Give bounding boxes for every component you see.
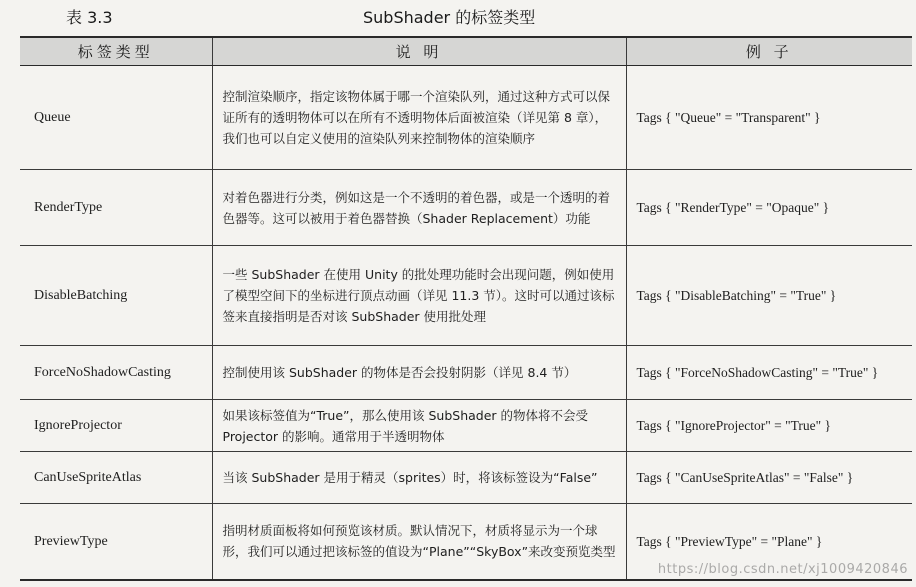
tag-example: Tags { "ForceNoShadowCasting" = "True" } — [626, 346, 912, 400]
tag-name: ForceNoShadowCasting — [20, 346, 212, 400]
table-row — [20, 346, 912, 400]
tag-example: Tags { "IgnoreProjector" = "True" } — [626, 400, 912, 452]
tag-description: 当该 SubShader 是用于精灵（sprites）时，将该标签设为“False” — [212, 452, 626, 504]
table-caption — [0, 6, 916, 30]
table-header-row — [20, 37, 912, 66]
tag-name: CanUseSpriteAtlas — [20, 452, 212, 504]
tag-description: 一些 SubShader 在使用 Unity 的批处理功能时会出现问题，例如使用了模型空间下的坐标进行顶点动画（详见 11.3 节）。这时可以通过该标签来直接指明是否对该 SubShader 使用批处理 — [212, 246, 626, 346]
table-title: SubShader 的标签类型 — [363, 8, 536, 27]
tag-description: 如果该标签值为“True”，那么使用该 SubShader 的物体将不会受 Projector 的影响。通常用于半透明物体 — [212, 400, 626, 452]
tag-name: IgnoreProjector — [20, 400, 212, 452]
tag-description: 控制渲染顺序，指定该物体属于哪一个渲染队列，通过这种方式可以保证所有的透明物体可以在所有不透明物体后面被渲染（详见第 8 章），我们也可以自定义使用的渲染队列来控制物体的渲染顺序 — [212, 66, 626, 170]
table-row — [20, 246, 912, 346]
tag-description: 控制使用该 SubShader 的物体是否会投射阴影（详见 8.4 节） — [212, 346, 626, 400]
tag-description: 指明材质面板将如何预览该材质。默认情况下，材质将显示为一个球形，我们可以通过把该标签的值设为“Plane”“SkyBox”来改变预览类型 — [212, 504, 626, 580]
subshader-tags-table — [20, 36, 912, 581]
tag-example: Tags { "Queue" = "Transparent" } — [626, 66, 912, 170]
table-row — [20, 400, 912, 452]
tag-example: Tags { "CanUseSpriteAtlas" = "False" } — [626, 452, 912, 504]
header-example: 例 子 — [626, 37, 912, 66]
tag-example: Tags { "RenderType" = "Opaque" } — [626, 170, 912, 246]
tag-name: RenderType — [20, 170, 212, 246]
tag-name: Queue — [20, 66, 212, 170]
tag-name: DisableBatching — [20, 246, 212, 346]
tag-example: Tags { "DisableBatching" = "True" } — [626, 246, 912, 346]
header-description: 说 明 — [212, 37, 626, 66]
tag-name: PreviewType — [20, 504, 212, 580]
table-row — [20, 452, 912, 504]
table-row — [20, 170, 912, 246]
tag-example: Tags { "PreviewType" = "Plane" } — [626, 504, 912, 580]
table-number: 表 3.3 — [66, 8, 113, 27]
header-tag-type: 标签类型 — [20, 37, 212, 66]
tag-description: 对着色器进行分类，例如这是一个不透明的着色器，或是一个透明的着色器等。这可以被用于着色器替换（Shader Replacement）功能 — [212, 170, 626, 246]
watermark-url: https://blog.csdn.net/xj1009420846 — [657, 562, 908, 577]
table-row — [20, 66, 912, 170]
